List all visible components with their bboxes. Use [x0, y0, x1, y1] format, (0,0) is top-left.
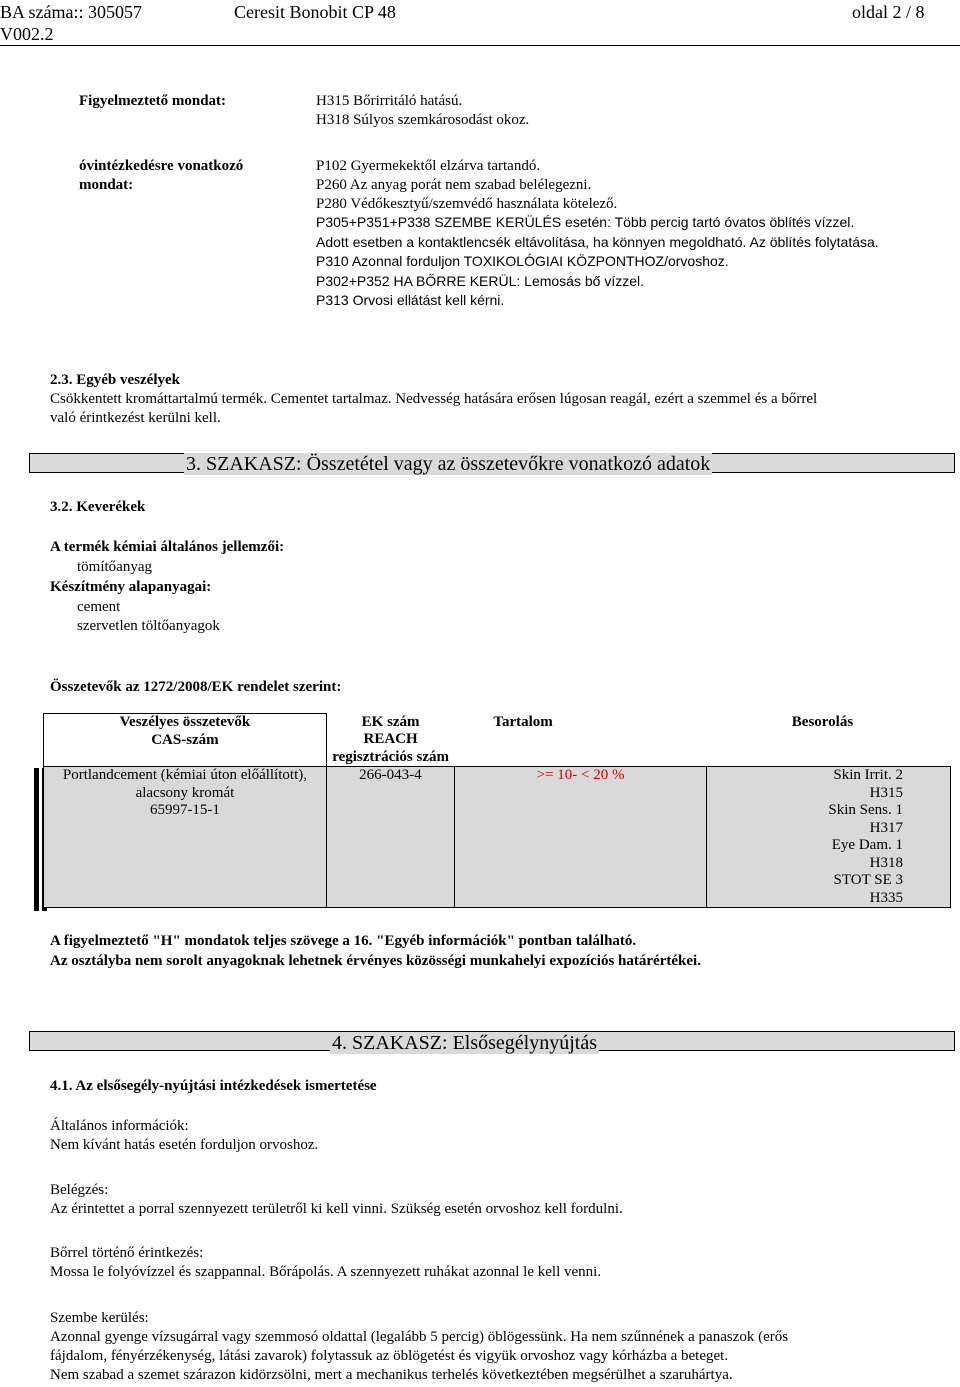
col-header-classification: Besorolás [791, 713, 854, 730]
block-label: Szembe kerülés: [50, 1310, 149, 1326]
first-aid-eyes: Szembe kerülés: Azonnal gyenge vízsugárral vagy szemmosó oldattal (legalább 5 percig) öblögessünk. Ha nem szűnnének a panaszok (erős fájdalom, fényérzékenység, látási zavarok) folytassuk az öblögetést és vigyük orvoshoz vagy kórházba a beteget. Nem szabad a szemet szárazon kidörzsölni, mert a mechanikus terhelés következtében megsérülhet a szaruhártya. [50, 1310, 789, 1383]
block-label: Belégzés: [50, 1182, 109, 1198]
other-hazards-text: Csökkentett kromáttartalmú termék. Cementet tartalmaz. Nedvesség hatására erősen lúgosan reagál, ezért a szemmel és a bőrrel való érintkezést kerülni kell. [50, 391, 818, 426]
base-values: cement szervetlen töltőanyagok [77, 599, 220, 634]
precaution-line: Adott esetben a kontaktlencsék eltávolítása, ha könnyen megoldható. Az öblítés folytatása. [316, 233, 879, 250]
warning-line: H315 Bőrirritáló hatású. [316, 93, 463, 109]
col-header-ec: EK szám REACH regisztrációs szám [332, 713, 449, 765]
classification-cell: Skin Irrit. 2 H315 Skin Sens. 1 H317 Eye Dam. 1 H318 STOT SE 3 H335 [707, 767, 951, 908]
composition-table [43, 713, 951, 908]
precaution-line: P305+P351+P338 SZEMBE KERÜLÉS esetén: Több percig tartó óvatos öblítés vízzel. [316, 214, 855, 230]
base-label: Készítmény alapanyagai: [50, 579, 212, 595]
precaution-sans-list [316, 213, 879, 311]
precaution-line: P310 Azonnal forduljon TOXIKOLÓGIAI KÖZPONTHOZ/orvoshoz. [316, 253, 729, 269]
doc-number: BA száma:: 305057 [0, 2, 142, 22]
precaution-label: óvintézkedésre vonatkozó mondat: [79, 158, 244, 193]
warning-statements [316, 92, 529, 130]
first-aid-inhalation: Belégzés: Az érintettet a porral szennyezett területről ki kell vinni. Szükség esetén orvoshoz kell fordulni. [50, 1182, 623, 1217]
warning-label: Figyelmeztető mondat: [79, 93, 227, 109]
page-number: oldal 2 / 8 [852, 2, 925, 22]
note-h-statements: A figyelmeztető "H" mondatok teljes szövege a 16. "Egyéb információk" pontban található. [50, 933, 637, 949]
product-name: Ceresit Bonobit CP 48 [234, 2, 396, 22]
mixtures-heading: 3.2. Keverékek [50, 499, 146, 515]
precaution-code-list [316, 157, 617, 214]
header-rule [0, 45, 960, 46]
note-exposure-limits: Az osztályba nem sorolt anyagoknak lehetnek érvényes közösségi munkahelyi expozíciós határértékei. [50, 953, 701, 969]
first-aid-subheading: 4.1. Az elsősegély-nyújtási intézkedések ismertetése [50, 1078, 377, 1094]
content-cell: >= 10- < 20 % [454, 767, 706, 908]
warning-line: H318 Súlyos szemkárosodást okoz. [316, 112, 530, 128]
doc-version: V002.2 [0, 24, 54, 44]
precaution-line: P260 Az anyag porát nem szabad belélegezni. [316, 177, 592, 193]
col-header-content: Tartalom [493, 713, 553, 730]
first-aid-skin: Bőrrel történő érintkezés: Mossa le folyóvízzel és szappannal. Bőrápolás. A szennyezett ruhákat azonnal le kell venni. [50, 1245, 602, 1280]
col-header-component: Veszélyes összetevők CAS-szám [44, 714, 327, 767]
component-cell: Portlandcement (kémiai úton előállított), alacsony kromát 65997-15-1 [44, 767, 327, 908]
block-label: Bőrrel történő érintkezés: [50, 1245, 204, 1261]
precaution-line: P102 Gyermekektől elzárva tartandó. [316, 158, 541, 174]
block-label: Általános információk: [50, 1118, 189, 1134]
precaution-line: P280 Védőkesztyű/szemvédő használata kötelező. [316, 196, 618, 212]
chem-value: tömítőanyag [77, 559, 152, 575]
precaution-line: P313 Orvosi ellátást kell kérni. [316, 292, 505, 308]
other-hazards-title: 2.3. Egyéb veszélyek [50, 372, 180, 388]
first-aid-general: Általános információk: Nem kívánt hatás esetén forduljon orvoshoz. [50, 1118, 319, 1153]
ec-number-cell: 266-043-4 [326, 767, 454, 908]
table-header-row [44, 714, 951, 767]
table-row [44, 767, 951, 908]
change-bar [34, 768, 39, 911]
chem-label: A termék kémiai általános jellemzői: [50, 539, 285, 555]
regulation-title: Összetevők az 1272/2008/EK rendelet szerint: [50, 679, 342, 695]
section4-title: 4. SZAKASZ: Elsősegélynyújtás [332, 1032, 597, 1054]
section3-title: 3. SZAKASZ: Összetétel vagy az összetevőkre vonatkozó adatok [186, 453, 711, 475]
precaution-line: P302+P352 HA BŐRRE KERÜL: Lemosás bő vízzel. [316, 272, 644, 289]
